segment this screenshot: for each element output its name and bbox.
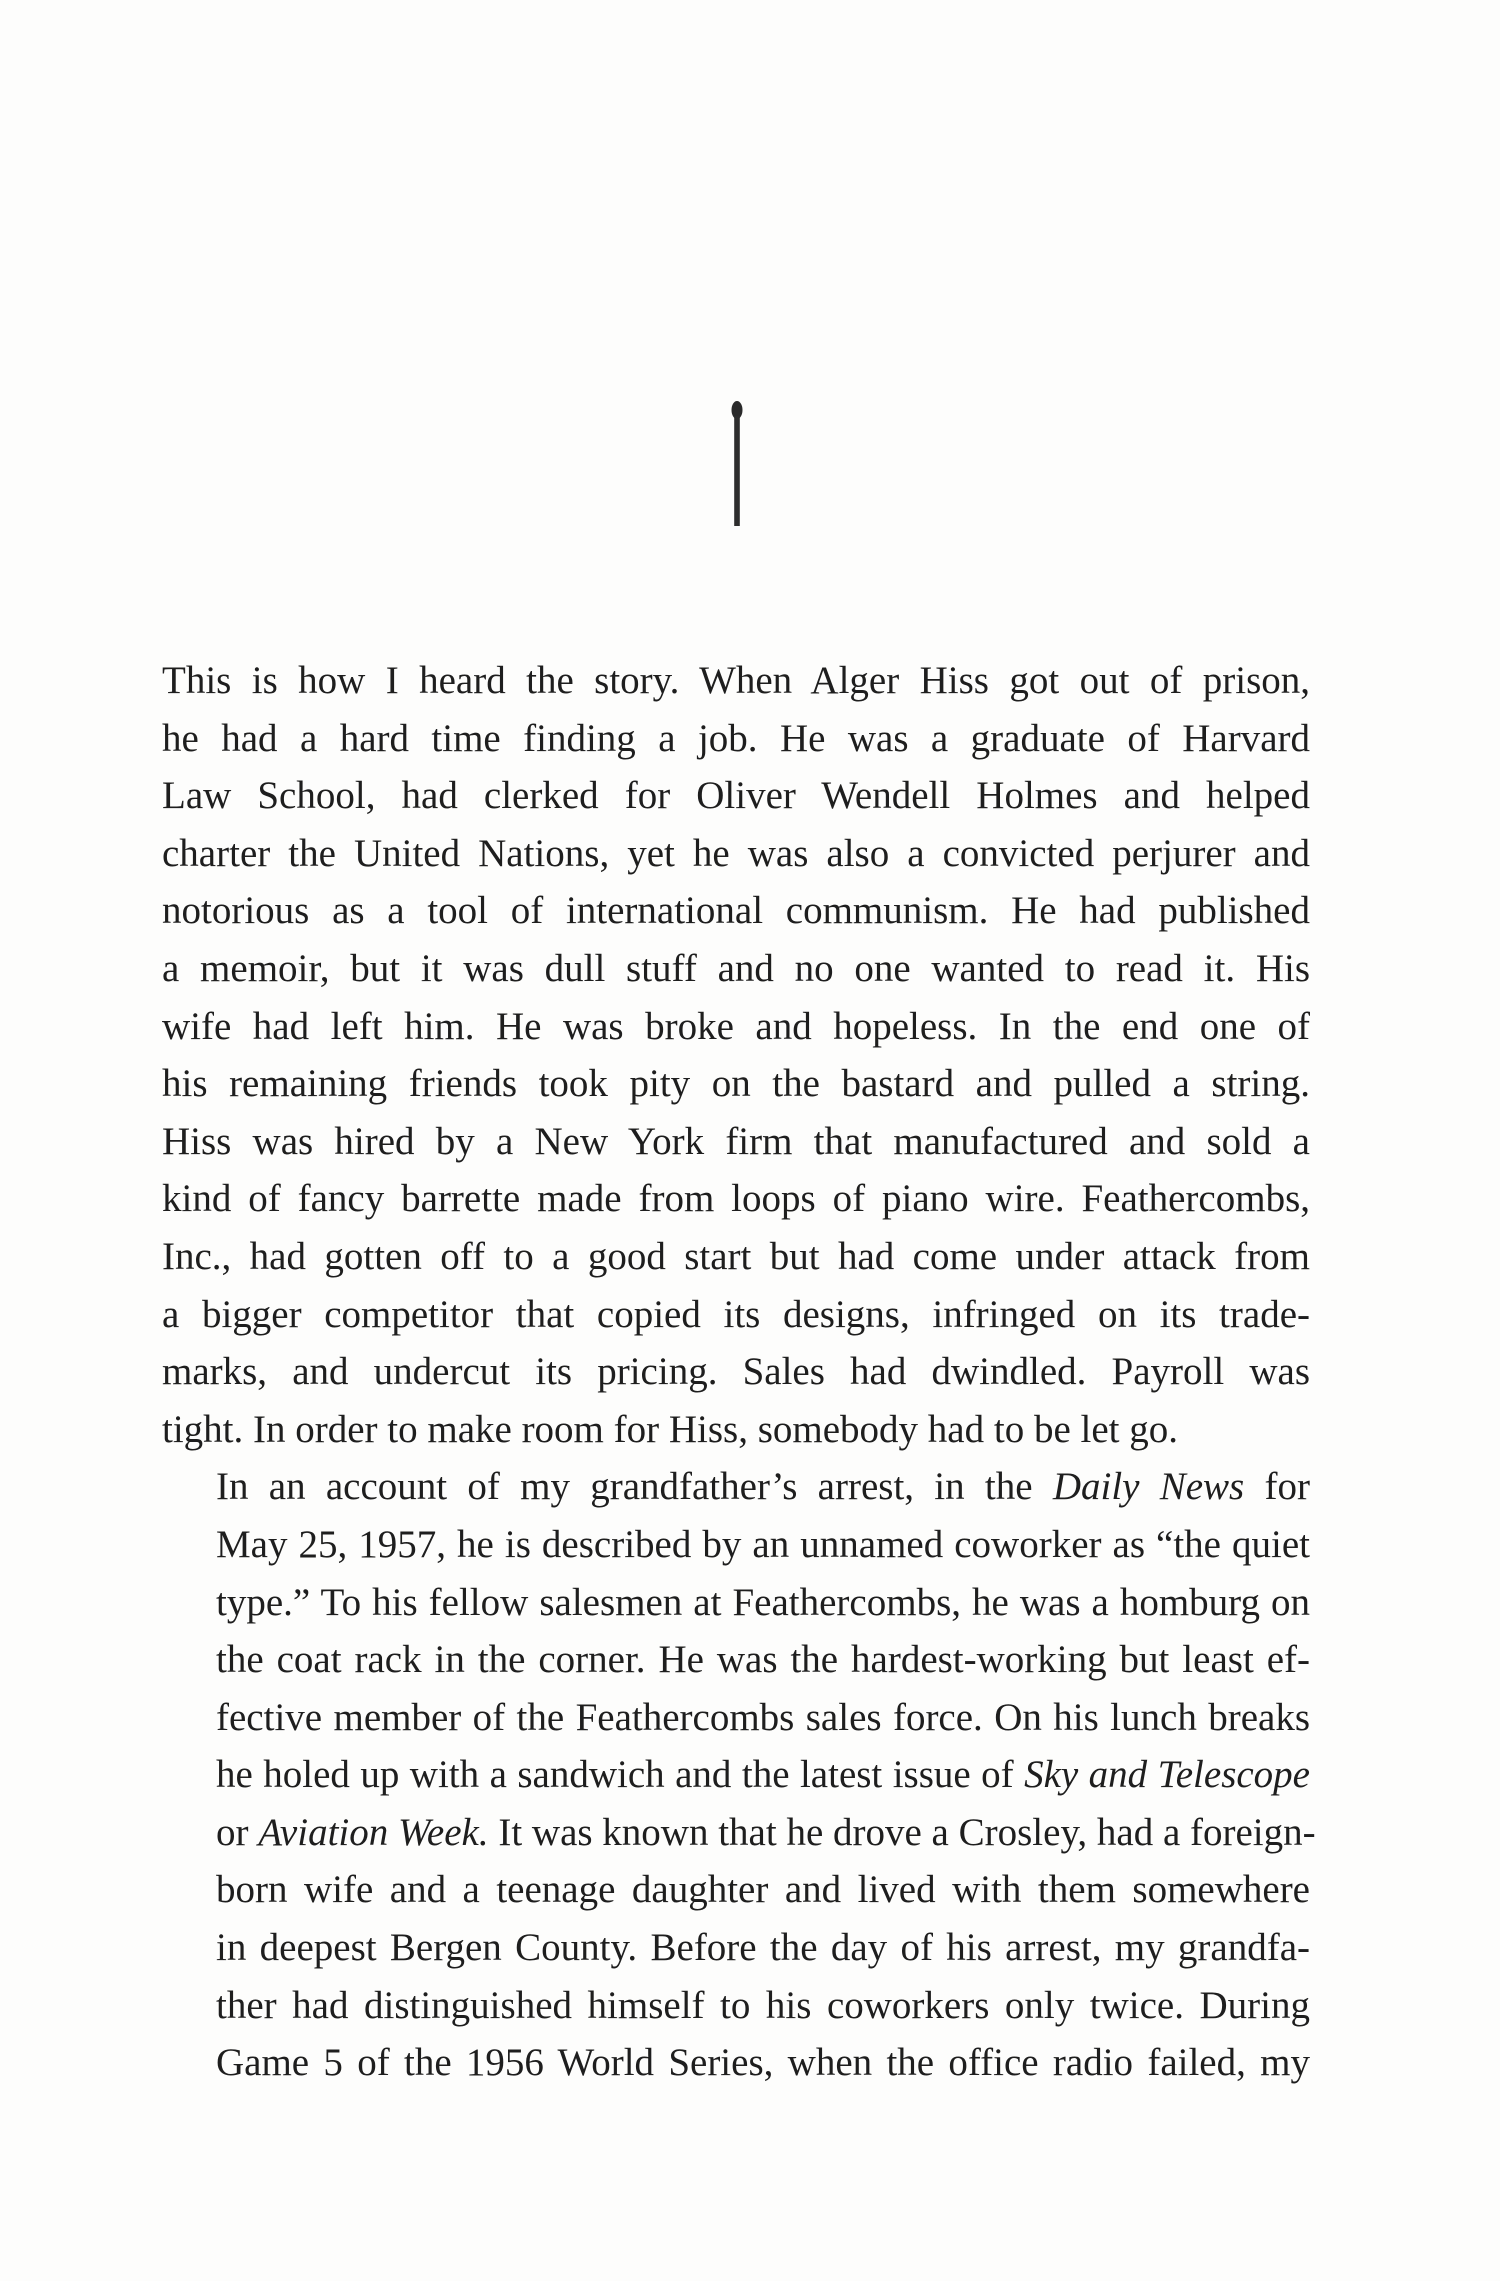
text-run: for [1264,1465,1310,1509]
text-line [162,1458,1310,1516]
text-line: wife had left him. He was broke and hopeless. In the end one of [162,1004,1310,1048]
text-line: This is how I heard the story. When Alger Hiss got out of prison, [162,659,1310,702]
text-line: charter the United Nations, yet he was also a convicted perjurer and [162,831,1310,875]
text-run: he holed up with a sandwich and the latest issue of [216,1753,1014,1797]
text-line: he had a hard time finding a job. He was a graduate of Harvard [162,716,1310,760]
text-run: It was known that he drove a Crosley, had a foreign- [498,1810,1316,1854]
paragraph-1 [162,652,1310,1458]
publication-title: Aviation Week. [258,1810,489,1854]
text-line [162,1746,1310,1804]
text-line: May 25, 1957, he is described by an unnamed coworker as “the quiet [216,1522,1310,1566]
text-run: or [216,1810,249,1854]
text-line: fective member of the Feathercombs sales force. On his lunch breaks [216,1695,1310,1739]
publication-title: Sky and Telescope [1024,1753,1310,1797]
text-line: born wife and a teenage daughter and lived with them somewhere [216,1868,1310,1912]
text-line: Hiss was hired by a New York firm that manufactured and sold a [162,1119,1310,1163]
text-run: In an account of my grandfather’s arrest, in the [216,1465,1033,1509]
text-line: a memoir, but it was dull stuff and no one wanted to read it. His [162,946,1310,990]
text-line: Law School, had clerked for Oliver Wendell Holmes and helped [162,774,1310,818]
text-line: in deepest Bergen County. Before the day of his arrest, my grandfa- [216,1926,1310,1970]
text-line: tight. In order to make room for Hiss, somebody had to be let go. [162,1407,1178,1451]
body-text [162,652,1316,2092]
match-icon [729,398,745,528]
paragraph-2 [162,1458,1316,2092]
text-line: the coat rack in the corner. He was the hardest-working but least ef- [216,1638,1310,1682]
text-line: kind of fancy barrette made from loops of piano wire. Feathercombs, [162,1177,1310,1221]
text-line: ther had distinguished himself to his coworkers only twice. During [216,1983,1310,2027]
text-line: his remaining friends took pity on the bastard and pulled a string. [162,1062,1310,1106]
text-line: Game 5 of the 1956 World Series, when the office radio failed, my [216,2041,1310,2085]
text-line: type.” To his fellow salesmen at Feathercombs, he was a homburg on [216,1580,1310,1624]
text-line [162,1804,1316,1862]
text-line: notorious as a tool of international communism. He had published [162,889,1310,933]
text-line: marks, and undercut its pricing. Sales had dwindled. Payroll was [162,1350,1310,1394]
text-line: Inc., had gotten off to a good start but had come under attack from [162,1234,1310,1278]
publication-title: Daily News [1052,1465,1245,1509]
text-line: a bigger competitor that copied its designs, infringed on its trade- [162,1292,1310,1336]
